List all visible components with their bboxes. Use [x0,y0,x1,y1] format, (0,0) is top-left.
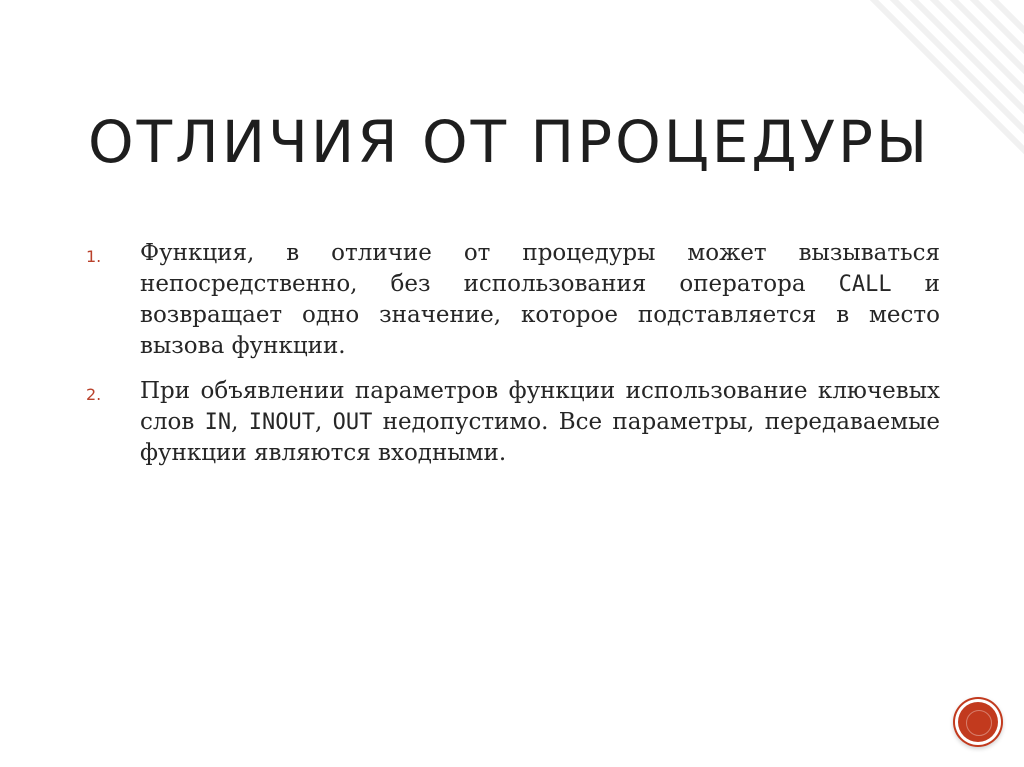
slide-title: ОТЛИЧИЯ ОТ ПРОЦЕДУРЫ [88,108,931,176]
keyword-inout: INOUT [248,410,315,435]
list-item [86,238,940,362]
text-run: недопустимо. Все параметры, передаваемые функции являются входными. [140,409,940,466]
list-number: 2. [86,385,102,404]
text-run: , [314,409,333,435]
list-item-text [140,376,940,469]
nav-circle-icon [966,710,992,736]
text-run: Функция, в отличие от процедуры может вызываться непосредственно, без использования оператора [140,240,940,297]
slide-nav-button[interactable] [958,702,998,742]
list-item-text [140,238,940,362]
keyword-call: CALL [838,272,892,297]
text-run: и возвращает одно значение, которое подставляется в место вызова функции. [140,271,940,359]
keyword-in: IN [204,410,232,435]
numbered-list [86,238,940,483]
text-run: , [231,409,249,435]
keyword-out: OUT [332,410,373,435]
text-run: При объявлении параметров функции использование ключевых слов [140,378,940,435]
list-number: 1. [86,247,102,266]
list-item [86,376,940,469]
